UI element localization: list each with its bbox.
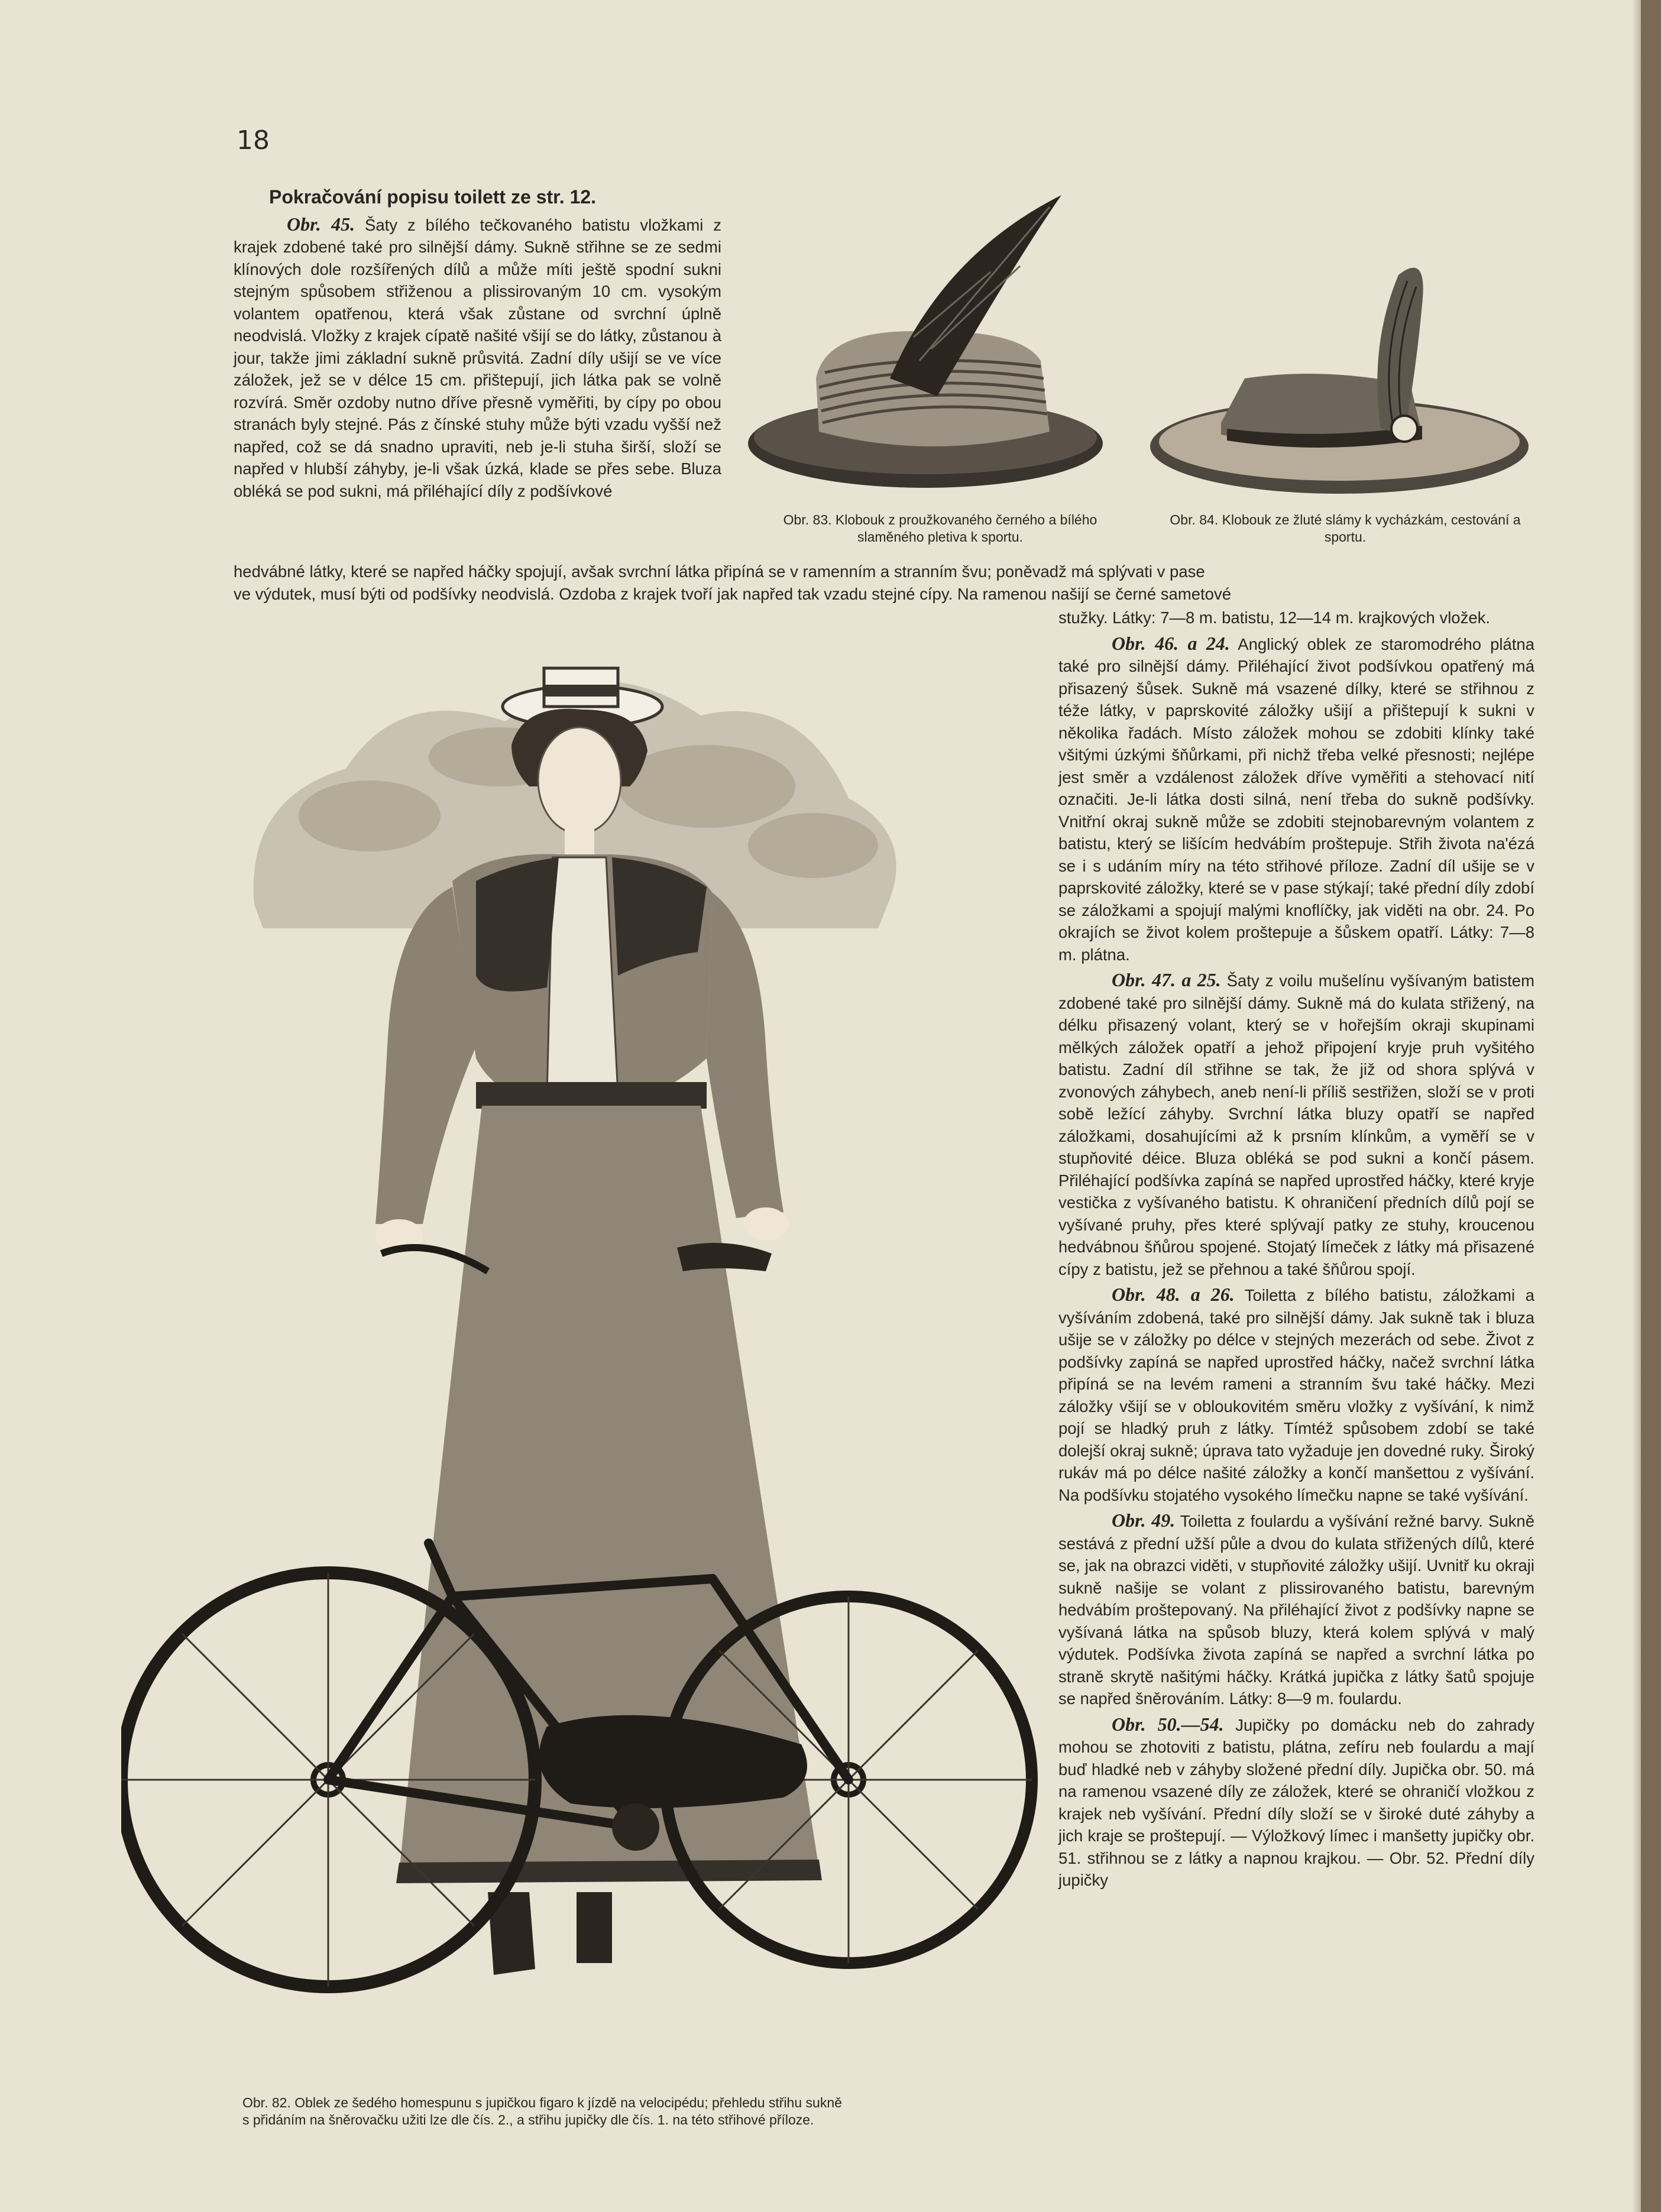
caption-line: Obr. 82. Oblek ze šedého homespunu s jupičkou figaro k jízdě na velocipédu; přehledu střihu sukně bbox=[242, 2095, 842, 2110]
figure-label: Obr. 49. bbox=[1112, 1510, 1176, 1531]
figure-label: Obr. 47. a 25. bbox=[1112, 969, 1221, 990]
figure-label: Obr. 46. a 24. bbox=[1112, 632, 1230, 654]
left-column bbox=[234, 186, 721, 506]
paragraph-obr-45 bbox=[234, 213, 721, 503]
spanning-text bbox=[234, 561, 1534, 605]
paragraph-obr-48 bbox=[1058, 1284, 1534, 1506]
paragraph-text: Jupičky po domácku neb do zahrady mohou se zhotoviti z batistu, plátna, zefíru neb foulardu a mají buď hladké neb v záhyby složené přední díly. Jupička obr. 50. má na ramenou vsazené díly ze záložek, které se ohraničí vložkou z krajek neb vyšívání. Přední díly složí se v široké duté záhyby a jich kraje se proštepují. — Výložkový límec i manšetty jupičky obr. 51. střihnou se z látky a napnou krajkou. — Obr. 52. Přední díly jupičky bbox=[1058, 1715, 1535, 1889]
paragraph-text: Anglický oblek ze staromodrého plátna také pro silnější dámy. Přiléhající život podšívkou opatřený má přisazený šůsek. Sukně má vsazené dílky, které se střihnou z téže látky, v paprskovité záložky ušijí a přištepují k sukni v několika řadách. Místo záložek mohou se zdobiti klínky také všitými úzkými šňůrkami, při nichž třeba velké přesnosti; nejlépe jest směr a vzdálenost záložek dříve vyměřiti a stehovací nití označiti. Je-li látka dosti silná, není třeba do sukně podšívky. Vnitřní okraj sukně může se zdobiti stejnobarevným volantem z batistu, který se lišícím hedvábím proštepuje. Střih života na'ézá se i s udáním míry na této střihové příloze. Zadní díl ušije se v paprskovité záložky, které se v pase stýkají; také přední díly zdobí se záložkami a spojují malými knoflíčky, jak viděti na obr. 24. Po okrajích se život kolem proštepuje a šůskem opatří. Látky: 7—8 m. plátna. bbox=[1058, 634, 1535, 964]
woman-with-bicycle-illustration bbox=[121, 621, 1044, 2081]
page-number: 18 bbox=[237, 125, 270, 156]
paragraph-text: Toiletta z bílého batistu, záložkami a vyšíváním zdobená, také pro silnější dámy. Jak sukně tak i bluza ušije se v záložky po délce v stejných mezerách od sebe. Život z podšívky zapíná se napřed uprostřed háčky, načež svrchní látka připíná se na levém rameni a stranním švu také háčky. Mezi záložky všijí se v obloukovitém směru vložky z vyšívání, k nimž pojí se hladký pruh z látky. Tímtéž spůsobem zdobí se také dolejší okraj sukně; úprava tato vyžaduje jen dovedné ruky. Široký rukáv má po délce našité záložky a končí manšettou z vyšívání. Na podšívku stojatého vysokého límečku napne se také vyšívání. bbox=[1058, 1286, 1534, 1504]
continuation-obr-45: stužky. Látky: 7—8 m. batistu, 12—14 m. krajkových vložek. bbox=[1058, 608, 1491, 627]
section-heading: Pokračování popisu toilett ze str. 12. bbox=[269, 186, 597, 208]
page-edge bbox=[1632, 0, 1641, 2212]
figure-label: Obr. 50.—54. bbox=[1112, 1713, 1224, 1735]
paragraph-obr-49 bbox=[1058, 1510, 1534, 1710]
caption-figure-84: Obr. 84. Klobouk ze žluté slámy k vycházkám, cestování a sportu. bbox=[1170, 512, 1521, 545]
paragraph-text: Šaty z bílého tečkovaného batistu vložkami z krajek zdobené také pro silnější dámy. Sukně střihne se ze sedmi klínových dole rozšířených dílů a může míti ještě spodní sukni stejným spůsobem střiženou a plissirovaným 10 cm. vysokým volantem opatřenou, která však zůstane od svrchní úplně neodvislá. Vložky z krajek cípatě našité všijí se do látky, zůstanou à jour, takže jimi základní sukně průsvitá. Zadní díly ušijí se ve více záložek, jež se v délce 15 cm. přištepují, jich látka pak se volně rozvírá. Směr ozdoby nutno dříve přesně vyměřiti, by cípy po obou stranách byly stejné. Pás z čínské stuhy může býti vzadu vyšší než napřed, což se dá snadno upraviti, neb je-li stuha širší, složí se napřed v hlubší záhyby, je-li však úzká, klade se přes sebe. Bluza obléká se pod sukni, má přiléhající díly z podšívkové bbox=[234, 215, 722, 500]
caption-line: s přidáním na šněrovačku užiti lze dle čís. 2., a střihu jupičky dle čís. 1. na této střihové příloze. bbox=[242, 2112, 814, 2127]
paragraph-obr-46 bbox=[1058, 633, 1534, 966]
paragraph-obr-47 bbox=[1058, 969, 1534, 1280]
hat-illustration-83 bbox=[742, 183, 1109, 520]
spanning-line: hedvábné látky, které se napřed háčky spojují, avšak svrchní látka připíná se v ramenním a stranním švu; poněvadž má splývati v pase bbox=[234, 562, 1205, 581]
book-binding bbox=[1641, 0, 1661, 2212]
caption-figure-83: Obr. 83. Klobouk z proužkovaného černého a bílého slaměného pletiva k sportu. bbox=[783, 512, 1097, 545]
spanning-line: ve výdutek, musí býti od podšívky neodvislá. Ozdoba z krajek tvoří jak napřed tak vzadu stejné cípy. Na ramenou našijí se černé sametové bbox=[234, 584, 1231, 603]
paragraph-text: Toiletta z foulardu a vyšívání režné barvy. Sukně sestává z přední užší půle a dvou do kulata střižených dílů, které se, jak na obrazci viděti, v stupňovité záložky ušijí. Uvnitř ku okraji sukně našije se volant z plissirovaného batistu, barevným hedvábím proštepovaný. Na přiléhající život z podšívky napne se vyšívaná látka na spůsob bluzy, která kolem splývá v malý výdutek. Podšívka života zapíná se napřed a svrchní látka po straně skrytě našitými háčky. Krátká jupička z látky šatů spojuje se napřed šněrováním. Látky: 8—9 m. foulardu. bbox=[1058, 1512, 1534, 1708]
hat-illustration-84 bbox=[1144, 251, 1540, 506]
caption-figure-82 bbox=[242, 2094, 1035, 2129]
paragraph-obr-50-54 bbox=[1058, 1714, 1534, 1892]
figure-label: Obr. 48. a 26. bbox=[1112, 1284, 1235, 1305]
figure-label: Obr. 45. bbox=[287, 213, 355, 235]
paragraph-text: Šaty z voilu mušelínu vyšívaným batistem zdobené také pro silnější dámy. Sukně má do kulata střižený, na délku přisazený volant, který se v hořejším okraji skupinami mělkých záložek opatří a jehož připojení kryje pruh vyšitého batistu. Zadní díl střihne se tak, že již od shora splývá v zvonových záhybech, aneb není-li příliš sestřižen, složí se v proti sobě ležící záhyby. Svrchní látka bluzy opatří se napřed záložkami, dosahujícími až k prsním klínkům, a vyměří se v stupňovité déice. Bluza obléká se pod sukni a končí pásem. Přiléhající podšívka zapíná se napřed uprostřed háčky, které kryje vestička z vyšívaného batistu. K ohraničení předních dílů pojí se vyšívané pruhy, přes které splývají patky ze stuhy, kroucenou hedvábnou šňůrou spojené. Stojatý límeček z látky má přisazené cípy z batistu, jež se přehnou a také šňůrou spojí. bbox=[1058, 971, 1534, 1278]
right-column bbox=[1058, 607, 1534, 1895]
